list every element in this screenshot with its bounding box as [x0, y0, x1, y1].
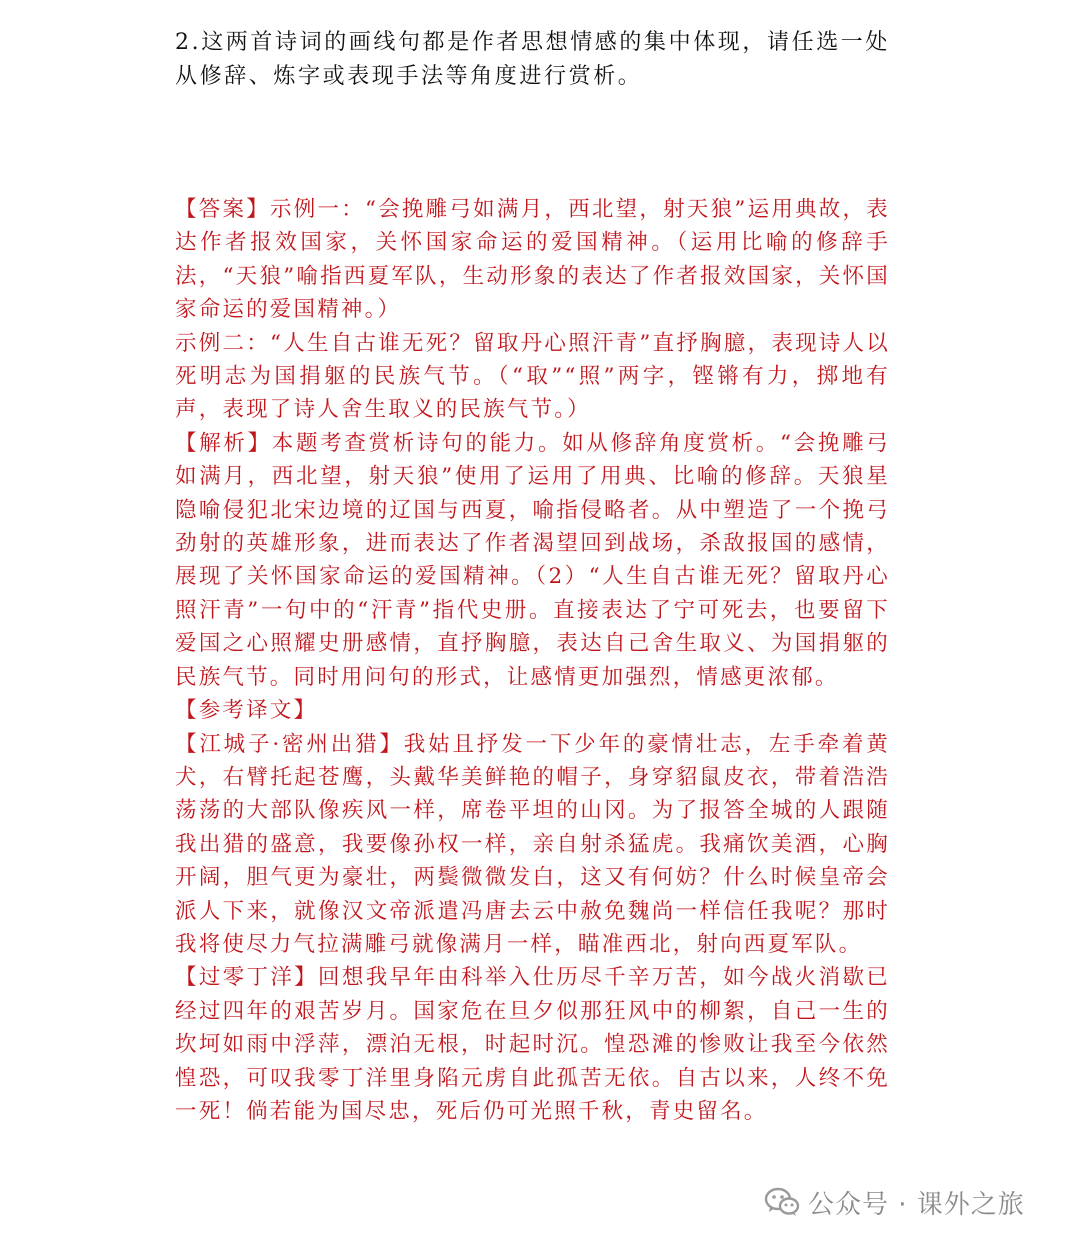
translation-paragraph: 【江城子·密州出猎】我姑且抒发一下少年的豪情壮志，左手牵着黄犬，右臂托起苍鹰，头戴华美鲜艳的帽子，身穿貂鼠皮衣，带着浩浩荡荡的大部队像疾风一样，席卷平坦的山冈。为了报答全城的人跟随我出猎的盛意，我要像孙权一样，亲自射杀猛虎。我痛饮美酒，心胸开阔，胆气更为豪壮，两鬓微微发白，这又有何妨？什么时候皇帝会派人下来，就像汉文帝派遣冯唐去云中赦免魏尚一样信任我呢？那时我将使尽力气拉满雕弓就像满月一样，瞄准西北，射向西夏军队。: [175, 731, 890, 957]
translation-heading: 【参考译文】: [175, 698, 318, 724]
answer-block: [175, 193, 890, 1128]
question-line-1: 2.这两首诗词的画线句都是作者思想情感的集中体现，请任选一处: [175, 30, 890, 55]
question-block: [175, 26, 895, 93]
answer-paragraph: 【答案】示例一：“会挽雕弓如满月，西北望，射天狼”运用典故，表达作者报效国家，关怀国家命运的爱国精神。（运用比喻的修辞手法，“天狼”喻指西夏军队，生动形象的表达了作者报效国家，关怀国家命运的爱国精神。）: [175, 197, 890, 323]
wechat-icon: [764, 1186, 800, 1218]
question-line-2: 从修辞、炼字或表现手法等角度进行赏析。: [175, 63, 643, 89]
answer-paragraph: 示例二：“人生自古谁无死？留取丹心照汗青”直抒胸臆，表现诗人以死明志为国捐躯的民族气节。（“取”“照”两字，铿锵有力，掷地有声，表现了诗人舍生取义的民族气节。）: [175, 330, 890, 423]
translation-paragraph: 【过零丁洋】回想我早年由科举入仕历尽千辛万苦，如今战火消歇已经过四年的艰苦岁月。国家危在旦夕似那狂风中的柳絮，自己一生的坎坷如雨中浮萍，漂泊无根，时起时沉。惶恐滩的惨败让我至今依然惶恐，可叹我零丁洋里身陷元虏自此孤苦无依。自古以来，人终不免一死！倘若能为国尽忠，死后仍可光照千秋，青史留名。: [175, 965, 890, 1124]
analysis-paragraph: 【解析】本题考查赏析诗句的能力。如从修辞角度赏析。“会挽雕弓如满月，西北望，射天狼”使用了运用了用典、比喻的修辞。天狼星隐喻侵犯北宋边境的辽国与西夏，喻指侵略者。从中塑造了一个挽弓劲射的英雄形象，进而表达了作者渴望回到战场，杀敌报国的感情，展现了关怀国家命运的爱国精神。（2）“人生自古谁无死？留取丹心照汗青”一句中的“汗青”指代史册。直接表达了宁可死去，也要留下爱国之心照耀史册感情，直抒胸臆，表达自己舍生取义、为国捐躯的民族气节。同时用问句的形式，让感情更加强烈，情感更浓郁。: [175, 430, 890, 690]
watermark: [760, 1182, 1029, 1222]
watermark-text: 公众号 · 课外之旅: [808, 1189, 1025, 1220]
